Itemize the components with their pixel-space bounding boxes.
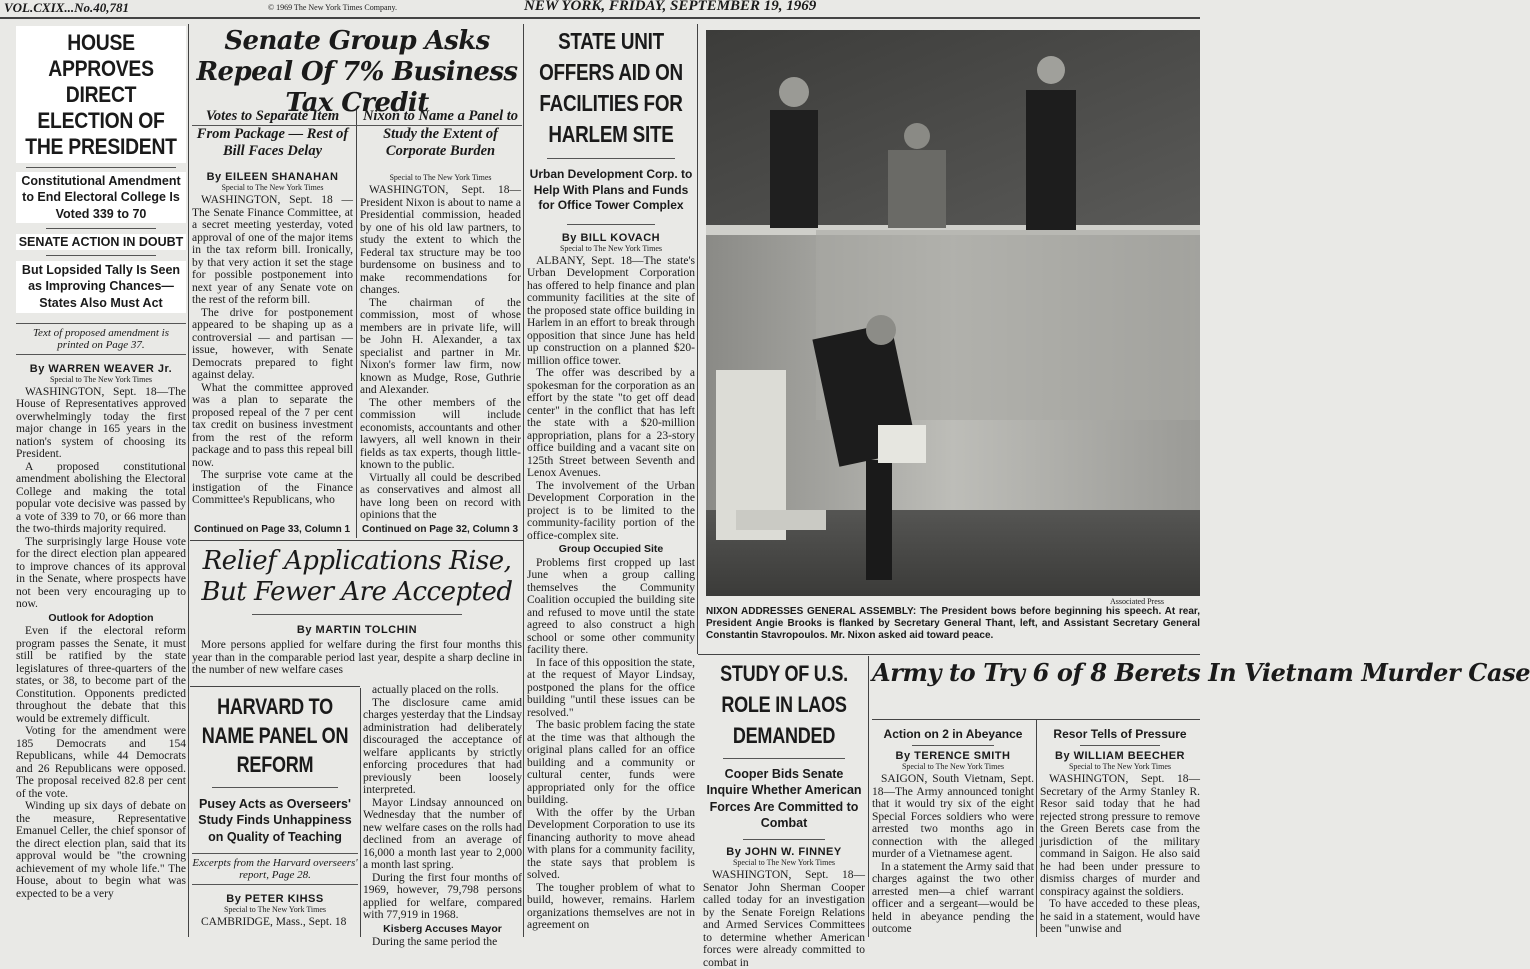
senate-left-deck: Votes to Separate Item From Package — Rest of Bill Faces Delay [196,108,349,160]
senate-right-paragraph: The chairman of the commission, most of whose members are in private life, will be John H. Alexander, a tax specialist and partner in Mr. Nixon's former law firm, now known as Mudge, Rose, Guthrie and Alexander. [360,296,521,397]
senate-bottom-rule [190,540,523,541]
senate-left-paragraph: The surprise vote came at the instigation of the Finance Committee's Republicans, who [192,469,353,507]
berets-right-special: Special to The New York Times [1068,762,1172,771]
house-note: Text of proposed amendment is printed on Page 37. [16,323,186,355]
house-deck-2: SENATE ACTION IN DOUBT [16,234,186,250]
senate-right-continued[interactable]: Continued on Page 32, Column 3 [362,524,519,535]
relief-paragraph: During the same period the [372,936,498,948]
column-rule-7 [1036,720,1037,937]
harlem-paragraph: The tougher problem of what to build, however, remains. Harlem organizations themselves are not in agreement on [527,881,695,932]
harlem-headline: STATE UNIT OFFERS AID ON FACILITIES FOR HARLEM SITE [539,28,683,147]
relief-story [192,546,522,686]
senate-left-paragraph: The drive for postponement appeared to be shaping up as a controversial — and partisan — issue, however, with Senate Democrats prepared to fight against delay. [192,306,353,382]
house-deck-1: Constitutional Amendment to End Electoral College Is Voted 339 to 70 [16,172,186,223]
senate-right-special: Special to The New York Times [389,173,492,183]
senate-right-paragraph: The other members of the commission will include economists, accountants and other lawyers, all well known in their fields as tax experts, though little-known to the public. [360,396,521,472]
berets-left-column [872,726,1034,937]
house-paragraph: WASHINGTON, Sept. 18—The House of Representatives approved overwhelmingly today the first major change in 165 years in the nation's system of choosing its President. [16,385,186,461]
laos-deck: Cooper Bids Senate Inquire Whether American Forces Are Committed to Combat [706,767,862,830]
senate-right-column [360,108,521,538]
relief-paragraph: The disclosure came amid charges yesterday that the Lindsay administration had deliberately discouraged the acceptance of welfare applicants by strictly enforcing procedures that had previously been loosely interpreted. [363,696,522,796]
senate-left-paragraph: WASHINGTON, Sept. 18 — The Senate Finance Committee, at a secret meeting yesterday, voted approval of one of the major items in the tax reform bill. Ironically, by that very action it set the stage for possible postponement into next year of any Senate vote on the rest of the reform bill. [192,194,353,307]
laos-paragraph: WASHINGTON, Sept. 18—Senator John Sherman Cooper called today for an investigation by the Senate Foreign Relations and Armed Services Committees to determine whether American forces were already committed to combat in [703,869,865,969]
house-deck-3: But Lopsided Tally Is Seen as Improving Chances—States Also Must Act [16,261,186,313]
berets-left-subhead: Action on 2 in Abeyance [883,727,1023,741]
berets-right-column [1040,726,1200,937]
harlem-paragraph: The offer was described by a spokesman for the corporation as an effort by the state "to get off dead center" in the conflict that has left the state with a $20-million appropriation, plans for a 23-story office building and a vacant site on 125th Street between Seventh and Lenox Avenues. [527,367,695,480]
senate-left-body [192,194,353,507]
laos-byline: By JOHN W. FINNEY [726,846,842,858]
harvard-special: Special to The New York Times [223,904,327,914]
berets-left-body [872,773,1034,936]
harlem-byline: By BILL KOVACH [561,231,661,244]
house-paragraph: Winding up six days of debate on the measure, Representative Emanuel Celler, the chief sponsor of the direct election plan, said that its approval would be "the crowning achievement of my whole life." The House, about to begin what was expected to be a very [16,800,186,900]
relief-body [363,684,522,949]
harlem-paragraph: Problems first cropped up last June when a group calling themselves the Community Coalition occupied the building site and refused to move until the state agreed to also construct a high school or some other community facility there. [527,556,695,657]
house-paragraph: The surprisingly large House vote for the direct election plan appeared to improve chances of its approval in the Senate, where prospects have not been very encouraging up to now. [16,535,186,611]
berets-left-paragraph: SAIGON, South Vietnam, Sept. 18—The Army announced tonight that it would try six of the eight Special Forces soldiers who were arrested two months ago in connection with the alleged murder of a Vietnamese agent. [872,773,1034,860]
dateline: NEW YORK, FRIDAY, SEPTEMBER 19, 1969 [524,0,817,14]
copyright-line: © 1969 The New York Times Company. [268,3,397,12]
berets-headline: Army to Try 6 of 8 Berets In Vietnam Murder Case [872,658,1530,687]
house-special: Special to The New York Times [49,374,153,384]
relief-byline: By MARTIN TOLCHIN [296,624,418,636]
berets-right-paragraph: WASHINGTON, Sept. 18—Secretary of the Army Stanley R. Resor said today that he had rejected strong pressure to remove the Green Berets case from the jurisdiction of the military command in Saigon. He also said he had been under pressure to dismiss charges of murder and conspiracy against the soldiers. [1040,773,1200,898]
senate-right-paragraph: WASHINGTON, Sept. 18—President Nixon is about to name a Presidential commission, headed by one of his old law partners, to study the extent to which the Federal tax structure may be too burdensome on business and to make recommendations for changes. [360,184,521,297]
relief-headline: Relief Applications Rise, But Fewer Are Accepted [201,546,513,607]
photo-caption [706,606,1200,646]
column-rule-5 [360,688,361,937]
senate-right-deck: Nixon to Name a Panel to Study the Extent of Corporate Burden [362,108,519,160]
house-paragraph: Voting for the amendment were 185 Democrats and 154 Republicans, while 44 Democrats and 26 Republicans were opposed. The proposal received 82.8 per cent of the vote. [16,725,186,800]
harvard-headline: HARVARD TO NAME PANEL ON REFORM [201,694,349,777]
berets-story [872,658,1530,720]
berets-right-body [1040,773,1200,936]
berets-left-paragraph: In a statement the Army said that charges against the two other arrested men—a chief warrant officer and a sergeant—would be held in abeyance pending the outcome [872,860,1034,935]
berets-right-paragraph: To have acceded to these pleas, he said in a statement, would have been "unwise and [1040,898,1200,935]
harlem-story [527,26,695,937]
nixon-photo [706,30,1200,596]
harvard-byline: By PETER KIHSS [226,892,324,905]
harlem-paragraph: With the offer by the Urban Development Corporation to use its financing authority to move ahead with plans for a community facility, the state says that problem is solved. [527,806,695,882]
photo-caption-lead: NIXON ADDRESSES GENERAL ASSEMBLY: [706,606,917,617]
harlem-paragraph: The involvement of the Urban Development Corporation in the project is to be limited to the community-facility portion of the office-complex site. [527,479,695,542]
harlem-deck: Urban Development Corp. to Help With Plans and Funds for Office Tower Complex [529,167,693,213]
harlem-body [527,255,695,932]
harvard-story [192,692,358,937]
house-headline: HOUSE APPROVES DIRECT ELECTION OF THE PRESIDENT [25,30,177,159]
berets-left-special: Special to The New York Times [901,762,1005,771]
berets-headline-rule [872,719,1200,720]
laos-headline: STUDY OF U.S. ROLE IN LAOS DEMANDED [720,661,848,748]
harvard-dateline: CAMBRIDGE, Mass., Sept. 18 [201,915,347,928]
senate-left-column [192,108,353,538]
berets-left-byline: By TERENCE SMITH [895,750,1011,762]
house-body [16,386,186,901]
berets-right-subhead: Resor Tells of Pressure [1053,727,1187,741]
masthead-rule [0,17,1200,19]
harvard-note: Excerpts from the Harvard overseers' report, Page 28. [192,853,358,885]
senate-left-special: Special to The New York Times [221,183,324,193]
senate-headline: Senate Group Asks Repeal Of 7% Business Tax Credit [196,26,518,118]
column-rule-3 [697,24,698,654]
house-subhead: Outlook for Adoption [48,611,154,624]
laos-body [703,869,865,969]
harlem-paragraph: The basic problem facing the state at the time was that although the original plans called for an office building and a community or cultural center, funds were appropriated only for the office building. [527,719,695,807]
harvard-body [192,916,358,929]
harvard-deck: Pusey Acts as Overseers' Study Finds Unhappiness on Quality of Teaching [198,797,352,844]
senate-left-paragraph: What the committee approved was a plan to separate the proposed repeal of the 7 per cent tax credit on business investment from the rest of the reform package and to pass this repeal bill now. [192,381,353,469]
senate-right-body [360,184,521,522]
senate-right-paragraph: Virtually all could be described as conservatives and almost all have long been on record with opinions that the [360,471,521,522]
relief-paragraph: Mayor Lindsay announced on Wednesday that the number of new welfare cases on the rolls had declined from an average of 16,000 a month last year to 2,000 a month last spring. [363,796,522,871]
relief-lead [192,639,522,677]
harlem-paragraph: ALBANY, Sept. 18—The state's Urban Development Corporation has offered to help finance and plan community facilities at the site of the proposed state office building in Harlem in an effort to break through opposition that since June has held up construction on a planned $20-million office tower. [527,254,695,367]
relief-split-rule [190,686,360,687]
column-rule-2 [523,24,524,937]
harlem-special: Special to The New York Times [559,243,663,253]
house-paragraph: Even if the electoral reform program passes the Senate, it must still be ratified by the state legislatures of three-quarters of the states, or 38, to become part of the Constitution. Opponents predicted throughout the debate that this would be extremely difficult. [16,625,186,725]
relief-column [363,684,522,948]
senate-left-continued[interactable]: Continued on Page 33, Column 1 [194,524,351,535]
laos-special: Special to The New York Times [732,858,836,867]
senate-left-byline: By EILEEN SHANAHAN [206,171,339,184]
relief-subhead: Kisberg Accuses Mayor [383,922,502,935]
relief-paragraph: During the first four months of 1969, however, 79,798 persons applied for welfare, compared with 77,919 in 1968. [363,871,522,921]
masthead [0,0,1200,16]
house-byline: By WARREN WEAVER Jr. [29,362,173,375]
house-headline-box [16,26,186,163]
nixon-photo-image [706,30,1200,596]
harlem-paragraph: In face of this opposition the state, at the request of Mayor Lindsay, postponed the plans for the office building "until these issues can be resolved." [527,656,695,719]
relief-paragraph: actually placed on the rolls. [372,684,499,696]
column-rule-1 [188,24,189,937]
relief-lead-paragraph: More persons applied for welfare during the first four months this year than in the comparable period last year, despite a sharp decline in the number of new welfare cases [192,639,522,676]
volume-number: VOL.CXIX...No.40,781 [4,0,129,15]
berets-right-byline: By WILLIAM BEECHER [1055,750,1185,762]
house-story [16,26,186,937]
harlem-subhead: Group Occupied Site [558,543,664,556]
photo-credit: Associated Press [1110,597,1164,606]
column-rule-6 [868,656,869,937]
laos-story [703,658,865,969]
photo-bottom-rule [698,654,1200,655]
house-paragraph: A proposed constitutional amendment abolishing the Electoral College and making the total popular vote decisive was passed by a vote of 339 to 70, or 66 more than the two-thirds majority required. [16,460,186,536]
photo-caption-text: The President bows before beginning his speech. At rear, President Angie Brooks is flanked by Secretary General Thant, left, and Assistant Secretary General Constantin Stavropoulos. Mr. Nixon asked aid toward peace. [706,606,1200,641]
